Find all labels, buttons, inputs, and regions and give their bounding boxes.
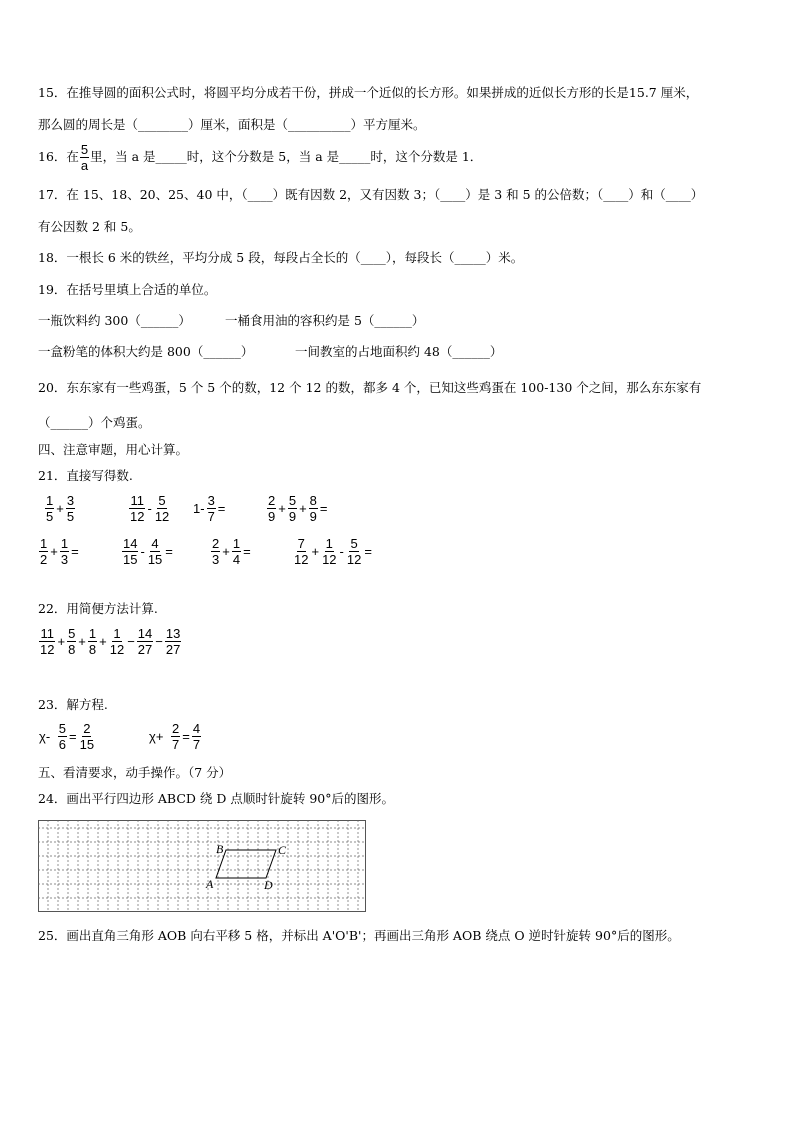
q15-line2: 那么圆的周长是（________）厘米，面积是（__________）平方厘米。 — [38, 117, 426, 132]
q17-line1: 17．在 15、18、20、25、40 中，（____）既有因数 2，又有因数 3；（____）是 3 和 5 的公倍数；（____）和（____） — [38, 187, 704, 202]
q21-r1-e2: $\frac{11}{12}$ - $\frac{5}{12}$ — [130, 493, 170, 524]
q21-r2-e1: $\frac{1}{2}$ + $\frac{1}{3}$ = — [40, 536, 79, 567]
q19-item-1: 一瓶饮料约 300（______） — [38, 313, 191, 328]
q23-title: 23．解方程. — [38, 697, 108, 712]
label-c: C — [278, 843, 287, 857]
q20-line1: 20．东东家有一些鸡蛋，5 个 5 个的数，12 个 12 的数，都多 4 个，已知这些鸡蛋在 100-130 个之间，那么东东家有 — [38, 380, 702, 395]
q15-line1: 15．在推导圆的面积公式时，将圆平均分成若干份，拼成一个近似的长方形。如果拼成的近似长方形的长是15.7 厘米， — [38, 85, 699, 100]
q25: 25．画出直角三角形 AOB 向右平移 5 格，并标出 A'O'B'；再画出三角形 AOB 绕点 O 逆时针旋转 90°后的图形。 — [38, 928, 680, 943]
q21-r1-e1: $\frac{1}{5}$ + $\frac{3}{5}$ — [46, 493, 75, 524]
section4-title: 四、注意审题，用心计算。 — [38, 442, 189, 457]
q22-title: 22．用简便方法计算. — [38, 601, 158, 616]
q23-equation-1: χ- $\frac{5}{6}$ = $\frac{2}{15}$ — [39, 721, 95, 752]
q16 — [38, 142, 482, 173]
q19-item-4: 一间教室的占地面积约 48（______） — [295, 344, 503, 359]
grid-lines — [38, 820, 366, 912]
q21-r1-e4: $\frac{2}{9}$ + $\frac{5}{9}$ + $\frac{8}{9}$ = — [268, 493, 328, 524]
parallelogram-abcd — [216, 850, 276, 878]
q16-suffix: 里，当 a 是_____时，这个分数是 5，当 a 是_____时，这个分数是 1． — [90, 149, 483, 164]
q21-r2-e3: $\frac{2}{3}$ + $\frac{1}{4}$ = — [212, 536, 251, 567]
q21-r2-e4: $\frac{7}{12}$ + $\frac{1}{12}$ - $\frac{5}{12}$ = — [294, 536, 372, 567]
label-a: A — [206, 877, 214, 891]
q16-prefix: 16．在 — [38, 149, 79, 164]
q23-equation-2: χ+ $\frac{2}{7}$ = $\frac{4}{7}$ — [149, 721, 201, 752]
q21-r2-e2: $\frac{14}{15}$ - $\frac{4}{15}$ = — [123, 536, 173, 567]
q16-fraction: $\frac{5}{a}$ — [80, 142, 89, 173]
q19-item-3: 一盒粉笔的体积大约是 800（______） — [38, 344, 254, 359]
label-b: B — [216, 842, 224, 856]
q24-title: 24．画出平行四边形 ABCD 绕 D 点顺时针旋转 90°后的图形。 — [38, 791, 394, 806]
q21-r1-e3: 1- $\frac{3}{7}$ = — [193, 493, 226, 524]
q20-line2: （______）个鸡蛋。 — [38, 415, 151, 430]
q19-item-2: 一桶食用油的容积约是 5（______） — [225, 313, 425, 328]
q22-expression: $\frac{11}{12}$ + $\frac{5}{8}$ + $\frac{1}{8}$ + $\frac{1}{12}$ − $\frac{14}{27}$ − $\frac{13}{27}$ — [40, 626, 181, 657]
q19-title: 19．在括号里填上合适的单位。 — [38, 282, 217, 297]
label-d: D — [264, 878, 273, 892]
dotted-grid — [38, 820, 366, 912]
q24-grid-figure — [38, 820, 366, 912]
q18: 18．一根长 6 米的铁丝，平均分成 5 段，每段占全长的（____），每段长（_____）米。 — [38, 250, 524, 265]
q17-line2: 有公因数 2 和 5。 — [38, 219, 141, 234]
section5-title: 五、看清要求，动手操作。（7 分） — [38, 765, 232, 780]
q21-title: 21．直接写得数. — [38, 468, 133, 483]
